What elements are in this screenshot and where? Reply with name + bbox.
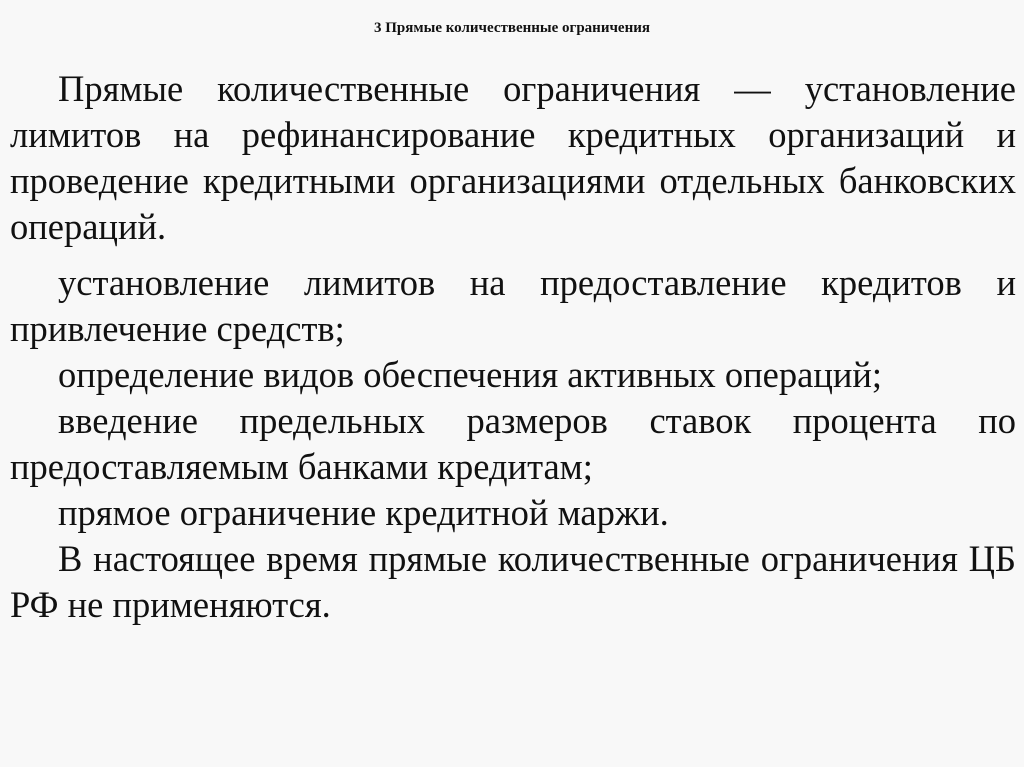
list-item-rate-caps: введение предельных размеров ставок процента по предоставляемым банками кредитам; (10, 400, 1016, 487)
conclusion-paragraph: В настоящее время прямые количественные ограничения ЦБ РФ не применяются. (10, 538, 1016, 625)
slide-body (10, 66, 1016, 628)
definition-paragraph: Прямые количественные ограничения — установление лимитов на рефинансирование кредитных организаций и проведение кредитными организациями отдельных банковских операций. (10, 68, 1016, 247)
list-item-credit-limits: установление лимитов на предоставление кредитов и привлечение средств; (10, 262, 1016, 349)
slide-title: 3 Прямые количественные ограничения (374, 20, 650, 36)
list-item-margin-limit: прямое ограничение кредитной маржи. (58, 492, 669, 533)
list-item-collateral-types: определение видов обеспечения активных операций; (58, 354, 883, 395)
